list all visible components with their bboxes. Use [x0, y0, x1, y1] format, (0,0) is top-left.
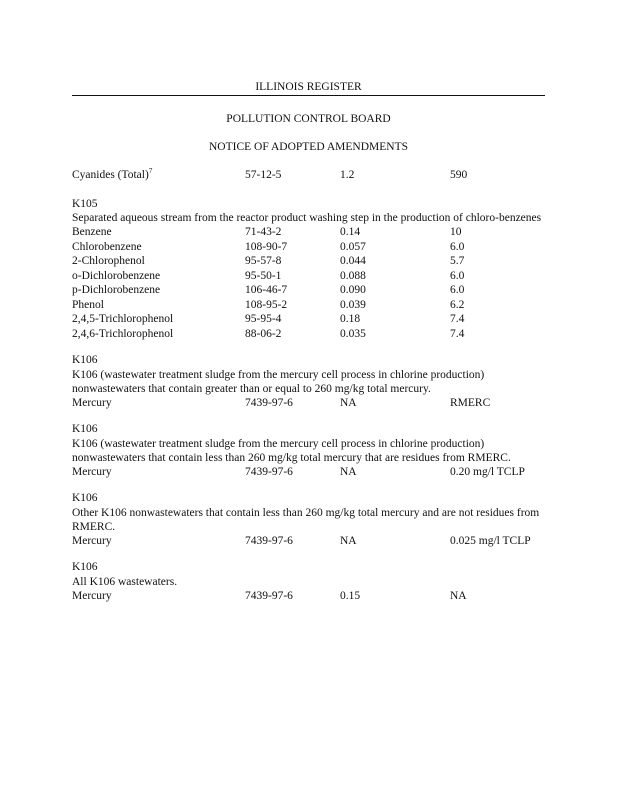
nonwastewater-standard: NA: [450, 589, 467, 602]
wastewater-standard: 0.039: [340, 298, 366, 311]
wastewater-standard: 0.035: [340, 327, 366, 340]
waste-description: Separated aqueous stream from the reactor product washing step in the production of chloro-benzenes: [72, 212, 542, 224]
wastewater-standard: NA: [340, 396, 357, 409]
constituent-name: 2,4,5-Trichlorophenol: [72, 313, 174, 325]
cas-number: 7439-97-6: [245, 396, 293, 409]
nonwastewater-standard: 0.20 mg/l TCLP: [450, 465, 525, 478]
constituent-name: Phenol: [72, 298, 104, 311]
constituent-name: p-Dichlorobenzene: [72, 284, 161, 296]
notice-heading: NOTICE OF ADOPTED AMENDMENTS: [208, 141, 409, 153]
waste-code: K106: [72, 561, 98, 573]
table-row: [72, 240, 545, 255]
nonwastewater-standard: 6.2: [450, 298, 465, 311]
cas-number: 108-90-7: [245, 240, 288, 253]
cas-number: 88-06-2: [245, 327, 282, 340]
constituent-name: o-Dichlorobenzene: [72, 269, 161, 282]
table-row: [72, 396, 545, 411]
cas-number: 106-46-7: [245, 284, 288, 296]
nonwastewater-standard: 7.4: [450, 313, 465, 325]
table-row: [72, 225, 545, 240]
waste-code: K106: [72, 492, 98, 504]
wastewater-standard: NA: [340, 465, 357, 478]
cas-number: 108-95-2: [245, 298, 288, 311]
constituent-name: Mercury: [72, 465, 112, 478]
cas-number: 71-43-2: [245, 226, 282, 238]
waste-code: K106: [72, 423, 98, 435]
register-title: ILLINOIS REGISTER: [255, 81, 362, 93]
header-rule: [72, 95, 545, 96]
wastewater-standard: 0.057: [340, 240, 366, 253]
wastewater-standard: 1.2: [340, 169, 355, 181]
register-header: [72, 80, 545, 96]
nonwastewater-standard: RMERC: [450, 396, 491, 409]
nonwastewater-standard: 6.0: [450, 240, 465, 253]
cas-number: 95-57-8: [245, 255, 282, 267]
table-row: [72, 283, 545, 298]
nonwastewater-standard: 7.4: [450, 327, 465, 340]
cas-number: 95-50-1: [245, 269, 282, 282]
constituent-name: 2-Chlorophenol: [72, 255, 145, 267]
board-heading: POLLUTION CONTROL BOARD: [226, 113, 391, 125]
wastewater-standard: 0.088: [340, 269, 366, 282]
constituent-name: Mercury: [72, 534, 112, 547]
nonwastewater-standard: 5.7: [450, 255, 465, 267]
nonwastewater-standard: 590: [450, 169, 468, 181]
constituent-name: Mercury: [72, 589, 112, 602]
cas-number: 7439-97-6: [245, 465, 293, 478]
table-row: [72, 168, 545, 183]
cas-number: 57-12-5: [245, 169, 282, 181]
waste-description: All K106 wastewaters.: [72, 575, 178, 588]
constituent-name: Benzene: [72, 226, 112, 238]
waste-code: K105: [72, 197, 98, 210]
table-row: [72, 534, 545, 549]
wastewater-standard: 0.18: [340, 313, 361, 325]
constituent-name: Chlorobenzene: [72, 240, 142, 253]
table-row: [72, 269, 545, 284]
constituent-name: Cyanides (Total)$^7$: [72, 167, 153, 181]
constituent-name: Mercury: [72, 396, 112, 409]
constituent-name: 2,4,6-Trichlorophenol: [72, 327, 174, 340]
table-row: [72, 298, 545, 313]
wastewater-standard: 0.090: [340, 284, 366, 296]
nonwastewater-standard: 6.0: [450, 269, 465, 282]
wastewater-standard: 0.15: [340, 589, 361, 602]
treatment-standards-table: [72, 168, 545, 603]
waste-description: K106 (wastewater treatment sludge from the mercury cell process in chlorine production) nonwastewaters that contain greater than or equal to 260 mg/kg total mercury.: [72, 368, 485, 395]
wastewater-standard: NA: [340, 534, 357, 547]
table-row: [72, 254, 545, 269]
table-row: [72, 327, 545, 342]
nonwastewater-standard: 10: [450, 226, 462, 238]
footnote-marker: 7: [148, 167, 153, 176]
nonwastewater-standard: 6.0: [450, 284, 465, 296]
nonwastewater-standard: 0.025 mg/l TCLP: [450, 534, 531, 547]
table-row: [72, 312, 545, 327]
wastewater-standard: 0.044: [340, 255, 366, 267]
cas-number: 7439-97-6: [245, 534, 293, 547]
cas-number: 7439-97-6: [245, 589, 293, 602]
waste-code: K106: [72, 354, 98, 366]
wastewater-standard: 0.14: [340, 226, 361, 238]
waste-description: K106 (wastewater treatment sludge from the mercury cell process in chlorine production) nonwastewaters that contain less than 260 mg/kg total mercury that are residues from RMERC.: [72, 437, 511, 464]
waste-description: Other K106 nonwastewaters that contain less than 260 mg/kg total mercury and are not residues from RMERC.: [72, 506, 540, 533]
table-row: [72, 589, 545, 604]
table-row: [72, 465, 545, 480]
cas-number: 95-95-4: [245, 313, 282, 325]
